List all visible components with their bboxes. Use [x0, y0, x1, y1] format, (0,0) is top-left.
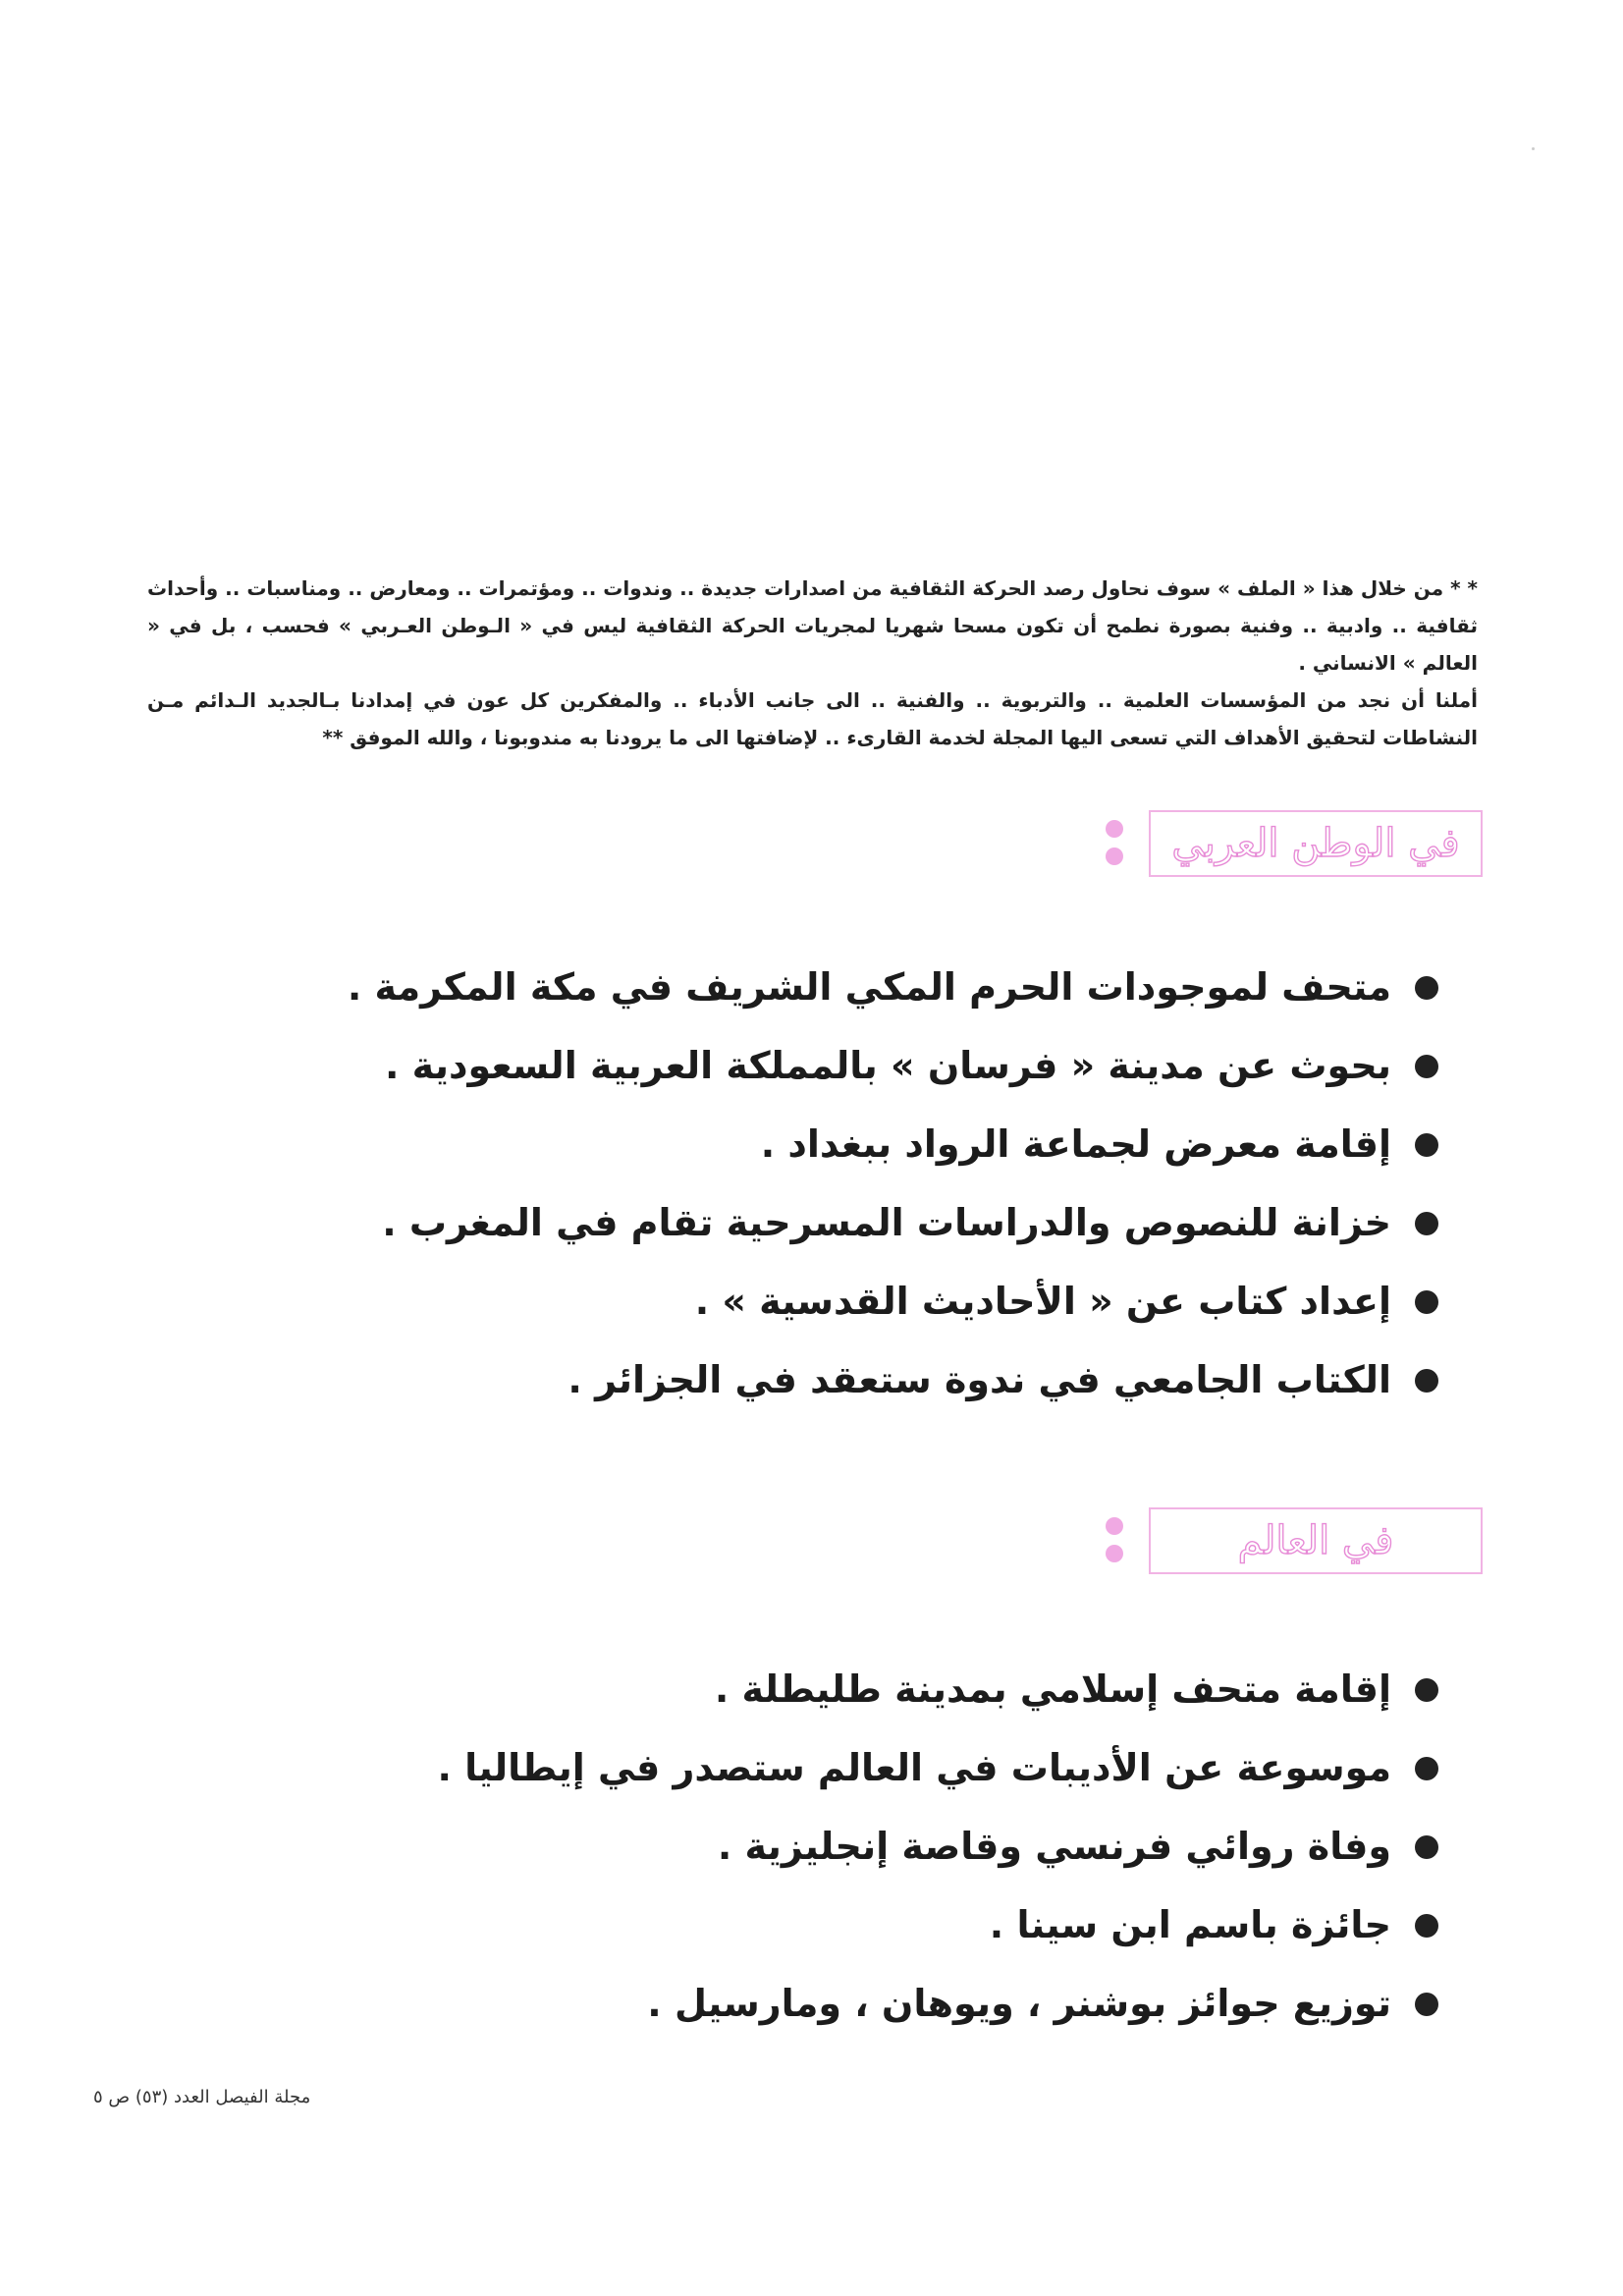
- section-title: في العالم: [1237, 1518, 1394, 1563]
- list-item: موسوعة عن الأديبات في العالم ستصدر في إيطاليا .: [457, 1728, 1438, 1807]
- bullet-icon: [1415, 1993, 1438, 2016]
- scan-speck: [1532, 147, 1535, 150]
- bullet-icon: [1415, 1914, 1438, 1938]
- bullet-icon: [1415, 1212, 1438, 1235]
- section-title: في الوطن العربي: [1171, 821, 1460, 866]
- list-item: الكتاب الجامعي في ندوة ستعقد في الجزائر .: [457, 1340, 1438, 1419]
- list-item: إقامة معرض لجماعة الرواد ببغداد .: [457, 1105, 1438, 1183]
- arab-world-list: [347, 948, 1438, 1419]
- intro-text: [147, 570, 1478, 756]
- colon-dots-icon: [1104, 1517, 1123, 1566]
- bullet-icon: [1415, 1290, 1438, 1314]
- intro-paragraph-2: أملنا أن نجد من المؤسسات العلمية .. والتربوية .. والفنية .. الى جانب الأدباء .. والمفكرين كل عون في إمدادنا بـالجديد الـدائم مـن النشاطات لتحقيق الأهداف التي تسعى اليها المجلة لخدمة القارىء .. لإضافتها الى ما يرودنا به مندوبونا ، والله الموفق **: [147, 688, 1478, 749]
- list-item: خزانة للنصوص والدراسات المسرحية تقام في المغرب .: [457, 1183, 1438, 1262]
- bullet-icon: [1415, 1835, 1438, 1859]
- section-header-world: [1100, 1507, 1483, 1578]
- colon-dots-icon: [1104, 820, 1123, 869]
- list-item: إقامة متحف إسلامي بمدينة طليطلة .: [457, 1650, 1438, 1728]
- section-header-frame: [1149, 1507, 1483, 1574]
- list-item: بحوث عن مدينة « فرسان » بالمملكة العربية السعودية .: [457, 1026, 1438, 1105]
- list-item: توزيع جوائز بوشنر ، ويوهان ، ومارسيل .: [457, 1964, 1438, 2043]
- page-footer: مجلة الفيصل العدد (٥٣) ص ٥: [93, 2087, 311, 2107]
- section-header-frame: [1149, 810, 1483, 877]
- bullet-icon: [1415, 1757, 1438, 1780]
- section-header-arab-world: [1100, 810, 1483, 881]
- list-item: متحف لموجودات الحرم المكي الشريف في مكة المكرمة .: [457, 948, 1438, 1026]
- bullet-icon: [1415, 1055, 1438, 1078]
- bullet-icon: [1415, 1369, 1438, 1393]
- bullet-icon: [1415, 1133, 1438, 1157]
- list-item: جائزة باسم ابن سينا .: [457, 1886, 1438, 1964]
- world-list: [437, 1650, 1438, 2043]
- list-item: وفاة روائي فرنسي وقاصة إنجليزية .: [457, 1807, 1438, 1886]
- list-item: إعداد كتاب عن « الأحاديث القدسية » .: [457, 1262, 1438, 1340]
- intro-paragraph-1: * * من خلال هذا « الملف » سوف نحاول رصد الحركة الثقافية من اصدارات جديدة .. وندوات .. ومؤتمرات .. ومعارض .. ومناسبات .. وأحداث ثقافية .. وادبية .. وفنية بصورة نطمح أن تكون مسحا شهريا لمجريات الحركة الثقافية ليس في « الـوطن العـربي » فحسب ، بل في « العالم » الانساني .: [146, 576, 1478, 675]
- bullet-icon: [1415, 976, 1438, 1000]
- bullet-icon: [1415, 1678, 1438, 1702]
